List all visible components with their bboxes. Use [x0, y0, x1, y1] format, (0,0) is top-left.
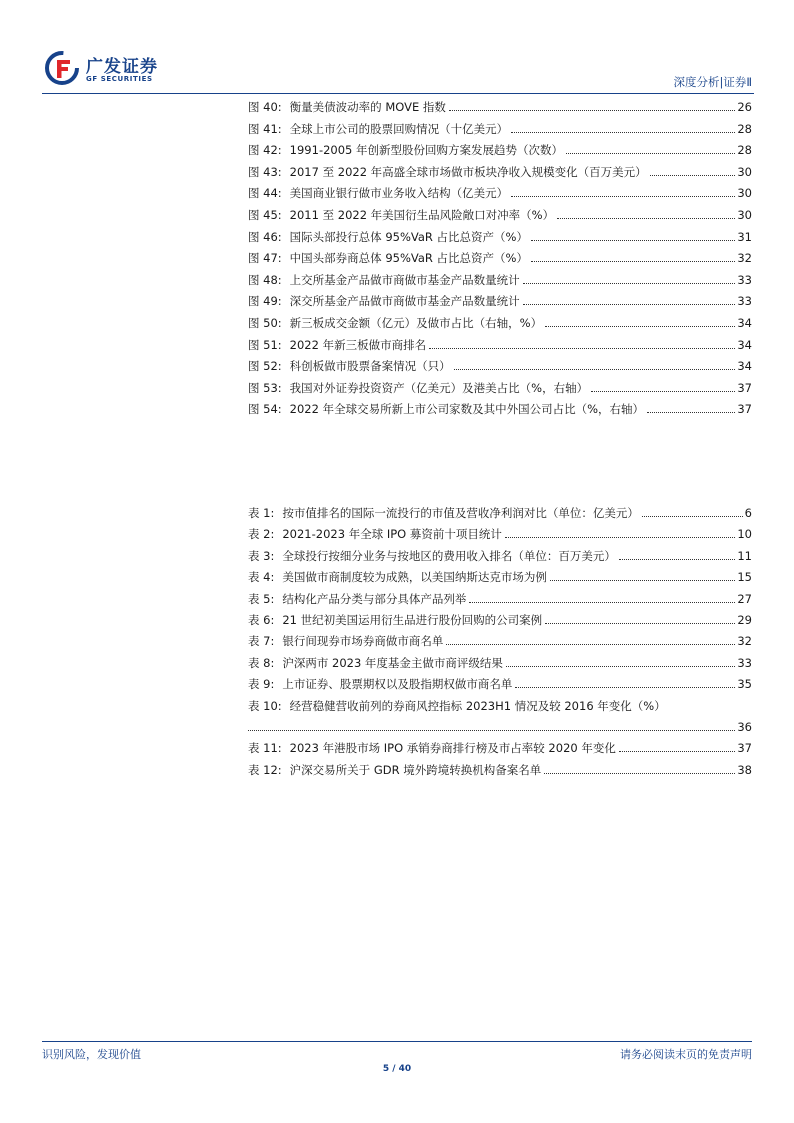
figure-index-entry[interactable]	[248, 378, 752, 400]
toc-entry-page: 33	[737, 655, 752, 670]
toc-entry-title: 科创板做市股票备案情况（只）	[289, 359, 451, 374]
table-index-entry[interactable]	[248, 503, 752, 524]
toc-entry-page: 37	[737, 741, 752, 756]
toc-entry-page: 33	[737, 294, 752, 309]
toc-dot-leader	[511, 195, 735, 197]
toc-dot-leader	[531, 239, 735, 241]
toc-entry-page: 37	[737, 402, 752, 417]
toc-entry-page: 32	[737, 251, 752, 266]
toc-entry-title: 银行间现券市场券商做市商名单	[282, 634, 444, 649]
toc-dot-leader	[557, 217, 735, 219]
toc-entry-number: 表 12:	[248, 762, 282, 777]
toc-dot-leader	[566, 152, 735, 154]
toc-entry-page: 30	[737, 186, 752, 201]
footer-slogan: 识别风险，发现价值	[42, 1048, 141, 1061]
toc-entry-title: 2022 年全球交易所新上市公司家数及其中外国公司占比（%，右轴）	[289, 402, 645, 417]
figure-index-entry[interactable]	[248, 140, 752, 162]
toc-entry-number: 图 43:	[248, 164, 282, 179]
toc-dot-leader	[591, 390, 735, 392]
toc-entry-number: 表 5:	[248, 591, 275, 606]
toc-entry-number: 表 7:	[248, 634, 275, 649]
table-index-entry[interactable]	[248, 674, 752, 695]
toc-entry-page: 30	[737, 164, 752, 179]
toc-entry-title: 新三板成交金额（亿元）及做市占比（右轴，%）	[289, 315, 543, 330]
table-index-entry[interactable]	[248, 567, 752, 588]
toc-entry-number: 图 42:	[248, 143, 282, 158]
figure-index-entry[interactable]	[248, 291, 752, 313]
toc-entry-number: 图 52:	[248, 359, 282, 374]
table-index-entry-continuation[interactable]	[248, 717, 752, 738]
toc-entry-number: 图 51:	[248, 337, 282, 352]
table-index-entry[interactable]	[248, 546, 752, 567]
toc-entry-page: 35	[737, 677, 752, 692]
table-index-list	[248, 503, 752, 781]
logo-english-name: GF SECURITIES	[86, 75, 153, 83]
toc-entry-title: 21 世纪初美国运用衍生品进行股份回购的公司案例	[282, 612, 543, 627]
toc-entry-number: 图 53:	[248, 380, 282, 395]
figure-index-entry[interactable]	[248, 356, 752, 378]
figure-index-entry[interactable]	[248, 399, 752, 421]
toc-entry-number: 图 41:	[248, 121, 282, 136]
toc-entry-number: 表 9:	[248, 677, 275, 692]
toc-dot-leader	[511, 131, 735, 133]
toc-entry-title: 2011 至 2022 年美国衍生品风险敞口对冲率（%）	[289, 207, 555, 222]
toc-entry-number: 图 47:	[248, 251, 282, 266]
toc-dot-leader	[642, 515, 743, 517]
toc-entry-title: 经营稳健营收前列的券商风控指标 2023H1 情况及较 2016 年变化（%）	[289, 698, 666, 713]
toc-dot-leader	[505, 536, 735, 538]
toc-entry-title: 2021-2023 年全球 IPO 募资前十项目统计	[282, 527, 502, 542]
toc-entry-page: 26	[737, 100, 752, 114]
toc-dot-leader	[544, 772, 735, 774]
table-index-entry[interactable]	[248, 631, 752, 652]
toc-dot-leader	[449, 109, 735, 111]
toc-entry-title: 深交所基金产品做市商做市基金产品数量统计	[289, 294, 520, 309]
toc-entry-page: 11	[737, 548, 752, 563]
toc-entry-number: 表 6:	[248, 612, 275, 627]
toc-dot-leader	[429, 347, 735, 349]
toc-entry-number: 表 8:	[248, 655, 275, 670]
toc-dot-leader	[248, 729, 735, 731]
toc-dot-leader	[647, 411, 735, 413]
page-header	[42, 48, 754, 94]
toc-entry-title: 1991-2005 年创新型股份回购方案发展趋势（次数）	[289, 143, 564, 158]
page-number: 5 / 40	[382, 1064, 412, 1074]
gf-logo-icon	[44, 50, 80, 86]
toc-entry-page: 37	[737, 380, 752, 395]
toc-entry-page: 28	[737, 121, 752, 136]
toc-entry-page: 32	[737, 634, 752, 649]
toc-entry-title: 衡量美债波动率的 MOVE 指数	[289, 100, 446, 114]
toc-entry-page: 31	[737, 229, 752, 244]
toc-entry-page: 28	[737, 143, 752, 158]
toc-entry-number: 图 40:	[248, 100, 282, 114]
toc-entry-title: 全球投行按细分业务与按地区的费用收入排名（单位：百万美元）	[282, 548, 616, 563]
figure-index-entry[interactable]	[248, 119, 752, 141]
toc-entry-title: 沪深两市 2023 年度基金主做市商评级结果	[282, 655, 503, 670]
toc-dot-leader	[506, 665, 735, 667]
toc-dot-leader	[550, 579, 736, 581]
toc-entry-page: 29	[737, 612, 752, 627]
toc-entry-title: 美国商业银行做市业务收入结构（亿美元）	[289, 186, 509, 201]
toc-entry-title: 2017 至 2022 年高盛全球市场做市板块净收入规模变化（百万美元）	[289, 164, 647, 179]
toc-entry-number: 表 2:	[248, 527, 275, 542]
toc-entry-title: 全球上市公司的股票回购情况（十亿美元）	[289, 121, 509, 136]
toc-entry-title: 我国对外证券投资资产（亿美元）及港美占比（%，右轴）	[289, 380, 589, 395]
gf-securities-logo	[42, 50, 182, 90]
report-section-label: 深度分析|证券Ⅱ	[673, 75, 752, 89]
toc-entry-number: 图 45:	[248, 207, 282, 222]
figure-index-entry[interactable]	[248, 97, 752, 119]
toc-dot-leader	[454, 368, 736, 370]
toc-entry-page: 27	[737, 591, 752, 606]
toc-entry-page: 10	[737, 527, 752, 542]
toc-dot-leader	[531, 260, 735, 262]
toc-entry-page: 36	[737, 719, 752, 734]
toc-entry-title: 按市值排名的国际一流投行的市值及营收净利润对比（单位：亿美元）	[282, 506, 639, 520]
toc-entry-page: 30	[737, 207, 752, 222]
table-index-entry[interactable]	[248, 696, 752, 717]
toc-entry-page: 38	[737, 762, 752, 777]
toc-entry-number: 图 50:	[248, 315, 282, 330]
table-index-entry[interactable]	[248, 760, 752, 781]
toc-dot-leader	[545, 622, 735, 624]
toc-entry-number: 表 11:	[248, 741, 282, 756]
toc-entry-number: 表 10:	[248, 698, 282, 713]
toc-entry-page: 15	[737, 570, 752, 585]
figure-index-entry[interactable]	[248, 162, 752, 184]
toc-dot-leader	[650, 174, 736, 176]
toc-entry-number: 表 3:	[248, 548, 275, 563]
toc-dot-leader	[619, 750, 736, 752]
toc-entry-number: 图 46:	[248, 229, 282, 244]
figure-index-entry[interactable]	[248, 248, 752, 270]
toc-dot-leader	[469, 601, 735, 603]
footer-disclaimer-note: 请务必阅读末页的免责声明	[620, 1048, 752, 1061]
toc-dot-leader	[446, 643, 735, 645]
toc-dot-leader	[523, 303, 736, 305]
figure-index-entry[interactable]	[248, 205, 752, 227]
toc-dot-leader	[523, 282, 736, 284]
footer-divider	[42, 1041, 752, 1042]
figure-index-entry[interactable]	[248, 183, 752, 205]
table-index-entry[interactable]	[248, 589, 752, 610]
header-divider	[42, 93, 754, 94]
figure-index-entry[interactable]	[248, 335, 752, 357]
toc-dot-leader	[619, 558, 736, 560]
table-index-entry[interactable]	[248, 610, 752, 631]
toc-entry-page: 6	[744, 506, 752, 520]
toc-entry-page: 33	[737, 272, 752, 287]
toc-entry-number: 表 1:	[248, 506, 275, 520]
table-index-entry[interactable]	[248, 524, 752, 545]
toc-dot-leader	[515, 686, 735, 688]
figure-index-list	[248, 97, 752, 421]
toc-entry-title: 结构化产品分类与部分具体产品列举	[282, 591, 467, 606]
toc-entry-title: 上市证券、股票期权以及股指期权做市商名单	[282, 677, 513, 692]
toc-dot-leader	[545, 325, 735, 327]
toc-entry-number: 表 4:	[248, 570, 275, 585]
toc-entry-number: 图 44:	[248, 186, 282, 201]
figure-index-entry[interactable]	[248, 313, 752, 335]
toc-entry-title: 中国头部券商总体 95%VaR 占比总资产（%）	[289, 251, 528, 266]
toc-entry-page: 34	[737, 359, 752, 374]
toc-entry-title: 上交所基金产品做市商做市基金产品数量统计	[289, 272, 520, 287]
toc-entry-number: 图 48:	[248, 272, 282, 287]
figure-index-entry[interactable]	[248, 270, 752, 292]
toc-entry-number: 图 49:	[248, 294, 282, 309]
toc-entry-page: 34	[737, 337, 752, 352]
toc-entry-title: 美国做市商制度较为成熟，以美国纳斯达克市场为例	[282, 570, 547, 585]
table-index-entry[interactable]	[248, 738, 752, 759]
toc-entry-page: 34	[737, 315, 752, 330]
toc-entry-title: 2022 年新三板做市商排名	[289, 337, 427, 352]
toc-entry-number: 图 54:	[248, 402, 282, 417]
logo-chinese-name: 广发证券	[86, 57, 158, 77]
toc-entry-title: 2023 年港股市场 IPO 承销券商排行榜及市占率较 2020 年变化	[289, 741, 616, 756]
figure-index-entry[interactable]	[248, 227, 752, 249]
table-index-entry[interactable]	[248, 653, 752, 674]
toc-entry-title: 沪深交易所关于 GDR 境外跨境转换机构备案名单	[289, 762, 542, 777]
toc-entry-title: 国际头部投行总体 95%VaR 占比总资产（%）	[289, 229, 528, 244]
